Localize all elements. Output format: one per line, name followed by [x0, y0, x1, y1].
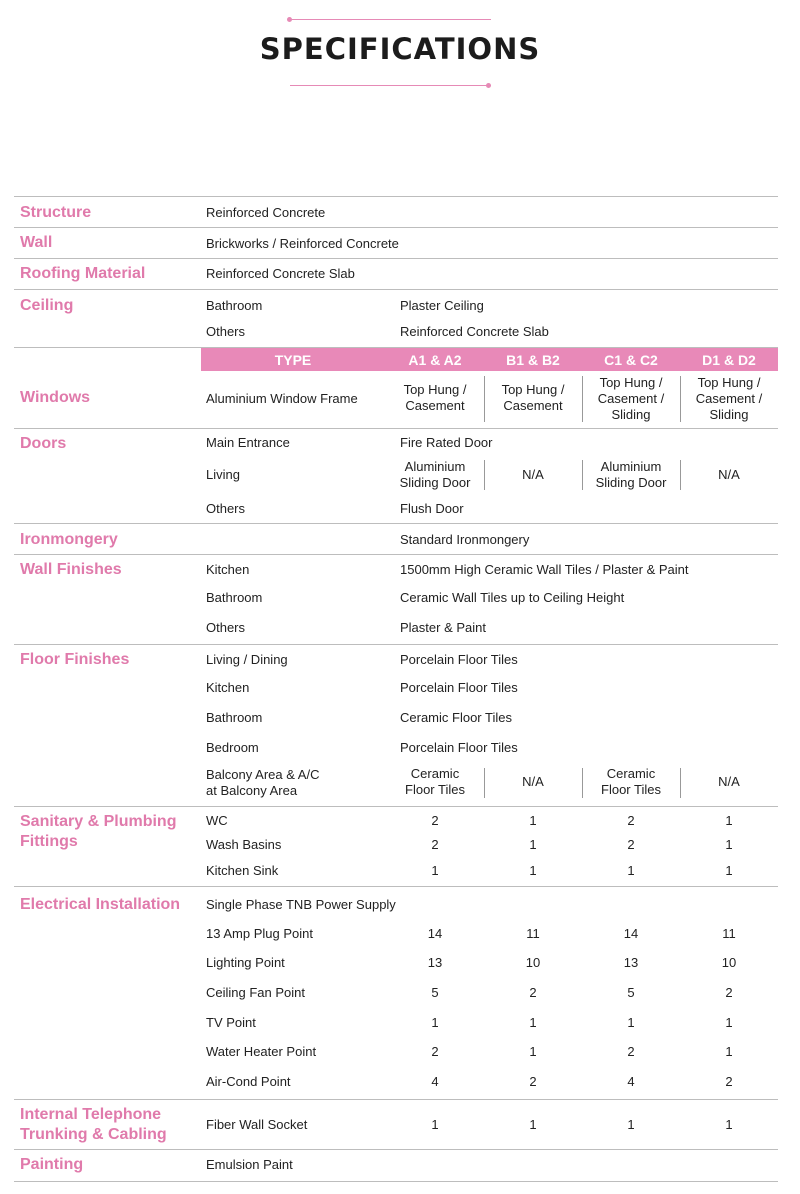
sanitary-row-c: 1	[627, 863, 635, 878]
wall-value: Brickworks / Reinforced Concrete	[206, 236, 399, 251]
floor-balcony-c-line2: Floor Tiles	[601, 782, 661, 797]
wall-finishes-others-label: Others	[206, 620, 246, 635]
wall-finishes-bathroom-label: Bathroom	[206, 590, 263, 605]
sanitary-row-d: 1	[725, 813, 733, 828]
electrical-row-d: 2	[725, 985, 733, 1000]
floor-bedroom-label: Bedroom	[206, 740, 259, 755]
doors-others-label: Others	[206, 501, 246, 516]
floor-balcony-c	[583, 766, 679, 798]
electrical-row-b: 2	[529, 985, 537, 1000]
electrical-row-a: 13	[427, 955, 443, 970]
electrical-row-d: 2	[725, 1074, 733, 1089]
electrical-row-a: 5	[431, 985, 439, 1000]
electrical-row-label: Air-Cond Point	[206, 1074, 291, 1089]
category-painting: Painting	[20, 1156, 84, 1173]
floor-balcony-a-line1: Ceramic	[410, 766, 460, 781]
electrical-row-b: 1	[529, 1044, 537, 1059]
telephone-d: 1	[725, 1117, 733, 1132]
ceiling-others-value: Reinforced Concrete Slab	[400, 324, 549, 339]
sanitary-row-c: 2	[627, 813, 635, 828]
roofing-value: Reinforced Concrete Slab	[206, 266, 355, 281]
sanitary-row-a: 2	[431, 837, 439, 852]
category-floor-finishes: Floor Finishes	[20, 651, 130, 668]
floor-balcony-a	[387, 766, 483, 798]
row-divider	[14, 886, 778, 887]
doors-main-value: Fire Rated Door	[400, 435, 493, 450]
doors-living-b: N/A	[522, 467, 544, 482]
windows-c-line3: Sliding	[611, 407, 651, 422]
electrical-row-a: 2	[431, 1044, 439, 1059]
page-title: SPECIFICATIONS	[259, 32, 541, 66]
category-wall-finishes: Wall Finishes	[20, 561, 122, 578]
electrical-row-c: 1	[627, 1015, 635, 1030]
doors-living-label: Living	[206, 467, 240, 482]
type-header-c: C1 & C2	[604, 352, 658, 368]
electrical-row-c: 2	[627, 1044, 635, 1059]
structure-value: Reinforced Concrete	[206, 205, 326, 220]
row-divider	[14, 1099, 778, 1100]
category-internal-telephone	[20, 1105, 167, 1145]
sanitary-row-a: 1	[431, 863, 439, 878]
floor-living-value: Porcelain Floor Tiles	[400, 652, 518, 667]
floor-living-label: Living / Dining	[206, 652, 288, 667]
decorative-line-top	[290, 19, 491, 20]
electrical-row-b: 2	[529, 1074, 537, 1089]
row-divider	[14, 258, 778, 259]
floor-kitchen-label: Kitchen	[206, 680, 250, 695]
windows-d-line2: Casement /	[695, 391, 763, 406]
wall-finishes-kitchen-label: Kitchen	[206, 562, 250, 577]
sanitary-row-label: Wash Basins	[206, 837, 282, 852]
telephone-label: Fiber Wall Socket	[206, 1117, 308, 1132]
windows-c-line1: Top Hung /	[599, 375, 663, 390]
category-sanitary-line2: Fittings	[20, 833, 78, 850]
type-header-d: D1 & D2	[702, 352, 756, 368]
category-sanitary-plumbing	[20, 812, 176, 852]
type-header-label: TYPE	[274, 352, 312, 368]
windows-c	[583, 375, 679, 423]
windows-a-line2: Casement	[405, 398, 465, 413]
row-divider	[14, 196, 778, 197]
floor-bathroom-value: Ceramic Floor Tiles	[400, 710, 512, 725]
floor-bathroom-label: Bathroom	[206, 710, 263, 725]
windows-b	[485, 382, 581, 414]
row-divider	[14, 1149, 778, 1150]
sanitary-row-label: Kitchen Sink	[206, 863, 279, 878]
doors-living-a	[387, 459, 483, 491]
electrical-row-d: 1	[725, 1015, 733, 1030]
electrical-row-c: 4	[627, 1074, 635, 1089]
painting-value: Emulsion Paint	[206, 1157, 293, 1172]
electrical-row-b: 10	[525, 955, 541, 970]
category-windows: Windows	[20, 389, 91, 406]
windows-label: Aluminium Window Frame	[206, 391, 358, 406]
windows-a	[387, 382, 483, 414]
windows-d-line1: Top Hung /	[697, 375, 761, 390]
row-divider	[14, 428, 778, 429]
decorative-dot	[486, 83, 491, 88]
decorative-line-bottom	[290, 85, 491, 86]
windows-d	[681, 375, 777, 423]
doors-living-d: N/A	[718, 467, 740, 482]
telephone-b: 1	[529, 1117, 537, 1132]
category-electrical-installation: Electrical Installation	[20, 896, 181, 913]
sanitary-row-d: 1	[725, 837, 733, 852]
electrical-row-label: TV Point	[206, 1015, 256, 1030]
type-header-a: A1 & A2	[408, 352, 462, 368]
ceiling-others-label: Others	[206, 324, 246, 339]
sanitary-row-b: 1	[529, 813, 537, 828]
doors-main-label: Main Entrance	[206, 435, 290, 450]
doors-living-c	[583, 459, 679, 491]
floor-balcony-c-line1: Ceramic	[606, 766, 656, 781]
doors-living-a-line1: Aluminium	[404, 459, 466, 474]
doors-living-c-line1: Aluminium	[600, 459, 662, 474]
floor-balcony-b: N/A	[522, 774, 544, 789]
floor-balcony-label-line2: at Balcony Area	[206, 783, 298, 798]
type-header-b: B1 & B2	[506, 352, 560, 368]
floor-balcony-a-line2: Floor Tiles	[405, 782, 465, 797]
floor-kitchen-value: Porcelain Floor Tiles	[400, 680, 518, 695]
sanitary-row-b: 1	[529, 863, 537, 878]
electrical-row-label: Lighting Point	[206, 955, 285, 970]
electrical-supply: Single Phase TNB Power Supply	[206, 897, 396, 912]
doors-others-value: Flush Door	[400, 501, 464, 516]
electrical-row-c: 13	[623, 955, 639, 970]
category-wall: Wall	[20, 234, 53, 251]
sanitary-row-b: 1	[529, 837, 537, 852]
category-ceiling: Ceiling	[20, 297, 74, 314]
row-divider	[14, 523, 778, 524]
floor-balcony-label	[206, 767, 319, 799]
category-telephone-line2: Trunking & Cabling	[20, 1126, 167, 1143]
electrical-row-b: 11	[526, 926, 540, 941]
electrical-row-a: 4	[431, 1074, 439, 1089]
floor-balcony-label-line1: Balcony Area & A/C	[206, 767, 320, 782]
category-structure: Structure	[20, 204, 92, 221]
category-sanitary-line1: Sanitary & Plumbing	[20, 813, 177, 830]
category-telephone-line1: Internal Telephone	[20, 1106, 162, 1123]
row-divider	[14, 289, 778, 290]
electrical-row-d: 10	[721, 955, 737, 970]
doors-living-c-line2: Sliding Door	[595, 475, 667, 490]
windows-d-line3: Sliding	[709, 407, 749, 422]
ironmongery-value: Standard Ironmongery	[400, 532, 530, 547]
category-ironmongery: Ironmongery	[20, 531, 118, 548]
sanitary-row-a: 2	[431, 813, 439, 828]
electrical-row-d: 1	[725, 1044, 733, 1059]
electrical-row-a: 1	[431, 1015, 439, 1030]
telephone-c: 1	[627, 1117, 635, 1132]
floor-bedroom-value: Porcelain Floor Tiles	[400, 740, 518, 755]
category-roofing-material: Roofing Material	[20, 265, 146, 282]
row-divider	[14, 227, 778, 228]
row-divider	[14, 806, 778, 807]
row-divider	[14, 644, 778, 645]
electrical-row-label: Water Heater Point	[206, 1044, 317, 1059]
sanitary-row-label: WC	[206, 813, 228, 828]
windows-a-line1: Top Hung /	[403, 382, 467, 397]
windows-c-line2: Casement /	[597, 391, 665, 406]
electrical-row-d: 11	[722, 926, 736, 941]
category-doors: Doors	[20, 435, 67, 452]
sanitary-row-c: 2	[627, 837, 635, 852]
wall-finishes-others-value: Plaster & Paint	[400, 620, 486, 635]
wall-finishes-bathroom-value: Ceramic Wall Tiles up to Ceiling Height	[400, 590, 625, 605]
ceiling-bathroom-value: Plaster Ceiling	[400, 298, 484, 313]
ceiling-bathroom-label: Bathroom	[206, 298, 263, 313]
floor-balcony-d: N/A	[718, 774, 740, 789]
electrical-row-label: 13 Amp Plug Point	[206, 926, 313, 941]
row-divider	[14, 1181, 778, 1182]
electrical-row-b: 1	[529, 1015, 537, 1030]
telephone-a: 1	[431, 1117, 439, 1132]
electrical-row-c: 14	[623, 926, 639, 941]
row-divider	[14, 554, 778, 555]
electrical-row-c: 5	[627, 985, 635, 1000]
electrical-row-label: Ceiling Fan Point	[206, 985, 305, 1000]
sanitary-row-d: 1	[725, 863, 733, 878]
electrical-row-a: 14	[427, 926, 443, 941]
wall-finishes-kitchen-value: 1500mm High Ceramic Wall Tiles / Plaster & Paint	[400, 562, 689, 577]
windows-b-line2: Casement	[503, 398, 563, 413]
doors-living-a-line2: Sliding Door	[399, 475, 471, 490]
windows-b-line1: Top Hung /	[501, 382, 565, 397]
